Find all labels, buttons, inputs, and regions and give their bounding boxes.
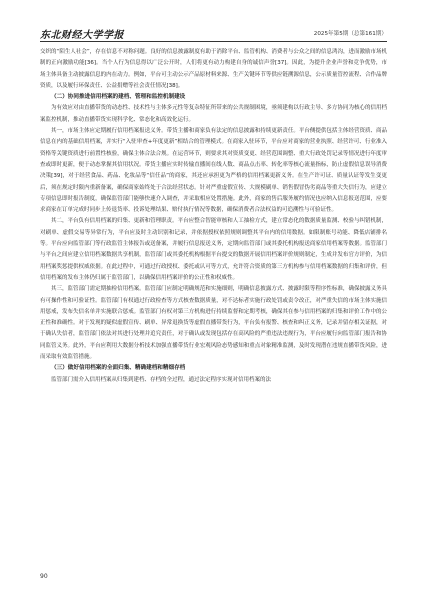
paragraph: 其三，监管部门需定期抽检信用档案。监管部门应制定明确规范和实施细则，明确信息披露方式、披露时限等程序性标准，确保披露义务具有可操作性和可验证性。监管部门有权通过行政检查等方式核查数据质量，对不达标者实施行政处罚或责令改正，对严重失信的市场主体实施信用惩戒，发布失信名单并实施联合惩戒。监管部门有权对第三方机构进行持续监督和定期考核，确保其在参与信用档案的归集和评价工作中的公正性和准确性。对于发现的疑似虚假宣传、刷单、异常退换货等虚假直播带货行为，平台负有报警、核查和纠正义务，记录并留存相关证据，对于确认失信者，监管部门依法对其进行处理并追究责任，对于确认或发现包括存在高风险的严重违法违规行为，平台应履行向监管部门报告和协同监管义务。此外，平台应利用大数据分析技术加强直播带货行业宏观风险态势感知和重点对象精准监测，及时发现潜在违规直播带货风险，进而采取有效监管措施。 bbox=[40, 286, 387, 361]
paragraph: 为有效应对由直播带货的动态性、技术性与主体多元性等复杂特征所带来的公共规制困境，亟须建构以行政主导、多方协同为核心的信用档案监控机制，推动直播带货实现科学化、常态化和高效化运行。 bbox=[40, 105, 387, 123]
issue-info: 2025年第5期（总第161期） bbox=[313, 31, 387, 37]
paragraph: 交织的“陌生人社会”，存在信息不对称问题。良好的信息披露制度有助于消除平台、监管机构、消费者与公众之间的信息鸿沟，进而激励市场机制的正向激励功能[36]。当个人行为信息得以广泛公开时，人们将更有动力构建自身的诚信声誉[37]。因此，为提升企业声誉和竞争优势，市场主体具备主动披露信息的内在动力。例如，平台可主动公示产品原材料来源、生产关键环节等供应链溯源信息，公示质量管控流程、合作品牌资质，以及履行环保责任、公益捐赠等社会责任情况[38]。 bbox=[40, 49, 387, 89]
journal-name: 东北财经大学学报 bbox=[40, 30, 124, 41]
page-number: 90 bbox=[40, 573, 48, 580]
header-rule bbox=[40, 41, 387, 42]
section-heading: （三）做好信用档案的全面归集、精确建档和精细存档 bbox=[51, 365, 186, 372]
paragraph: 其二，平台负有信用档案的归集、更新和管理职责。平台应整合智能审核和人工抽检方式，建立常态化的数据质量监测、校验与纠错机制，对刷单、虚假交易等异常行为，平台应及时主动识别和记录，并依据授权依照规则调整其平台内的信用数据。如限制账号功能、降低店铺排名等。平台应向监管部门等行政监管主体报告或送备案，并履行信息报送义务，定期向监管部门或其委托机构报送商家信用档案等数据。监管部门与平台之间应建立信用档案数据共享机制，监管部门或其委托机构根据平台提交的数据开展信用档案评价规则制定，生成并发布官方评价，为信用档案奖惩提供权威依据。在此过程中，可通过行政授权、委托或认可等方式，允许符合资质的第三方机构参与信用档案数据的归集和评价，但信用档案的发布主体仍归属于监管部门，以确保信用档案评价的公正性和权威性。 bbox=[40, 218, 387, 281]
section-heading: （二）协同推进信用档案的建档、管理和监控机制建设 bbox=[51, 94, 186, 101]
running-header bbox=[40, 26, 387, 40]
article-body bbox=[40, 47, 387, 386]
paragraph: 监管部门需介入信用档案从归集到建档、存档的全过程，通过法定程序实现对信用档案的法 bbox=[51, 376, 272, 383]
paragraph: 其一，市场主体应定期履行信用档案报送义务。带货主播和商家负有法定的信息披露和持续更新责任。平台侧提供包括主体经营资质、商品信息在内的基础信用档案，并实行“入驻审查+年度更新”相结合的管理模式。在商家入驻环节，平台应对商家的营业执照、经营许可、行业准入资格等关键资质进行前置性核验，确保主体合法合规。在运营环节，则要求其对资质变更、经营范围调整、重大行政处罚记录等情况进行年度审查或即时更新，便于动态掌握其信用状况。带货主播应实时传输直播间在线人数、商品点击率、转化率等核心流量指标，防止虚假信息误导消费决策[39]，对于经营食品、药品、化妆品等“信任品”的商家，其还应承担更为严格的信用档案更新义务。在生产许可证、质量认证等发生变更后，须在规定时限内重新备案，确保商家始终处于合法经营状态。针对严重虚假宣传、大规模刷单、销售假冒伪劣商品等重大失信行为，应建立专项信息即时报告制度，确保监管部门能够快速介入调查，并采取相应处置措施。此外，商家的售后服务履约情况也应纳入信息报送范围，应要求商家在订单完成时同步上传退货率、投诉处理结果、赔付执行情况等数据，确保消费者合法权益的可追溯性与可验证性。 bbox=[40, 128, 387, 214]
